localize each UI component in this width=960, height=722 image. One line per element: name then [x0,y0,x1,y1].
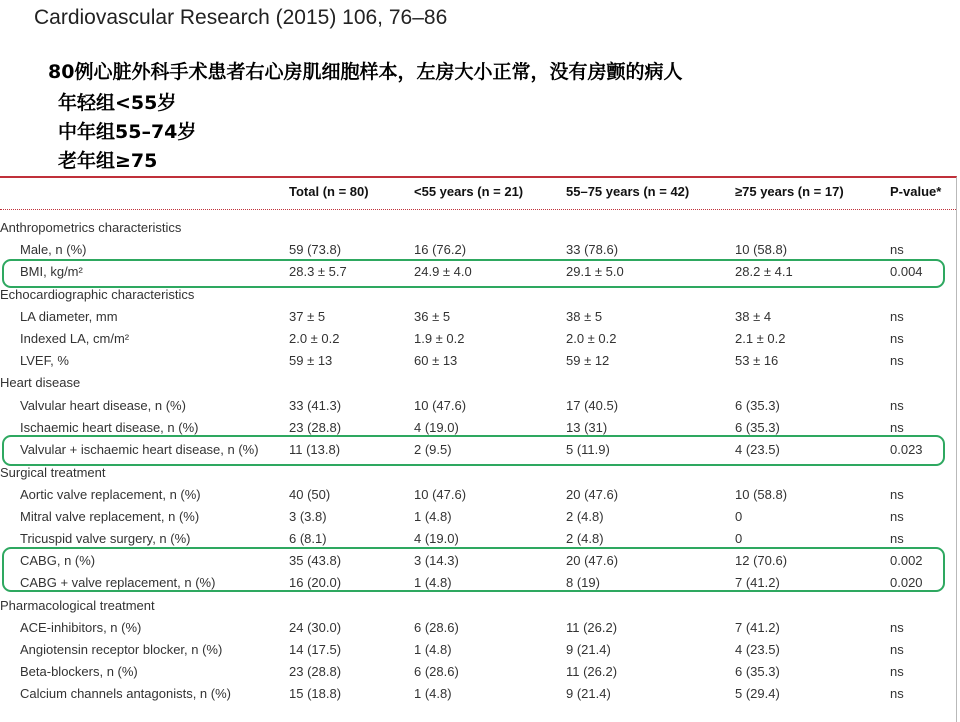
cell-55-75: 59 ± 12 [566,353,610,368]
cell-total: 11 (13.8) [289,442,341,457]
header-divider [0,209,956,210]
cell-55-75: 17 (40.5) [566,398,619,413]
table-row [0,484,956,506]
cell-under-55: 4 (19.0) [414,420,459,435]
cell-under-55: 2 (9.5) [414,442,452,457]
cell-label: LVEF, % [20,353,69,368]
cell-p-value: 0.004 [890,264,923,279]
section-title: Surgical treatment [0,465,106,480]
cell-total: 28.3 ± 5.7 [289,264,347,279]
citation: Cardiovascular Research (2015) 106, 76–86 [34,6,448,29]
table-header-row [0,181,956,203]
table-row [0,328,956,350]
cell-over-75: 38 ± 4 [735,309,772,324]
cell-label: Calcium channels antagonists, n (%) [20,686,231,701]
cell-total: 37 ± 5 [289,309,326,324]
table-row [0,306,956,328]
cell-label: Valvular + ischaemic heart disease, n (%) [20,442,259,457]
cell-over-75: 2.1 ± 0.2 [735,331,786,346]
cell-55-75: 11 (26.2) [566,620,618,635]
cell-over-75: 7 (41.2) [735,575,780,590]
cell-total: 14 (17.5) [289,642,342,657]
cell-under-55: 36 ± 5 [414,309,451,324]
cell-label: Aortic valve replacement, n (%) [20,487,201,502]
note-old-group: 老年组≥75 [58,150,158,172]
cell-55-75: 29.1 ± 5.0 [566,264,624,279]
cell-total: 23 (28.8) [289,664,342,679]
cell-under-55: 4 (19.0) [414,531,459,546]
cell-55-75: 38 ± 5 [566,309,603,324]
cell-p-value: ns [890,664,904,679]
cell-label: Mitral valve replacement, n (%) [20,509,200,524]
cell-total: 2.0 ± 0.2 [289,331,340,346]
cell-p-value: ns [890,686,904,701]
cell-55-75: 2 (4.8) [566,531,604,546]
table-row [0,617,956,639]
cell-over-75: 6 (35.3) [735,664,780,679]
cell-over-75: 0 [735,531,743,546]
cell-label: Beta-blockers, n (%) [20,664,138,679]
cell-under-55: 10 (47.6) [414,398,467,413]
header-under-55: <55 years (n = 21) [414,184,524,199]
cell-label: Valvular heart disease, n (%) [20,398,186,413]
header-55-75: 55–75 years (n = 42) [566,184,690,199]
cell-55-75: 20 (47.6) [566,553,619,568]
cell-under-55: 10 (47.6) [414,487,467,502]
cell-55-75: 11 (26.2) [566,664,618,679]
cell-label: Tricuspid valve surgery, n (%) [20,531,191,546]
cell-label: Male, n (%) [20,242,87,257]
cell-under-55: 1.9 ± 0.2 [414,331,465,346]
cell-55-75: 5 (11.9) [566,442,610,457]
cell-55-75: 8 (19) [566,575,600,590]
cell-over-75: 6 (35.3) [735,420,780,435]
table-row [0,239,956,261]
cell-under-55: 1 (4.8) [414,509,452,524]
cell-over-75: 7 (41.2) [735,620,780,635]
cell-total: 3 (3.8) [289,509,327,524]
cell-p-value: ns [890,331,904,346]
highlight-bmi-row [2,259,945,288]
section-title: Echocardiographic characteristics [0,287,195,302]
table-row [0,639,956,661]
cell-label: LA diameter, mm [20,309,118,324]
cell-label: CABG, n (%) [20,553,96,568]
cell-55-75: 2 (4.8) [566,509,604,524]
cell-label: CABG + valve replacement, n (%) [20,575,216,590]
section-header-row [0,595,956,617]
cell-total: 33 (41.3) [289,398,342,413]
cell-total: 35 (43.8) [289,553,342,568]
cell-p-value: ns [890,620,904,635]
cell-total: 59 (73.8) [289,242,342,257]
table-row [0,683,956,705]
cell-p-value: ns [890,242,904,257]
table-row [0,661,956,683]
cell-total: 6 (8.1) [289,531,327,546]
cell-total: 16 (20.0) [289,575,342,590]
highlight-cabg-rows [2,547,945,592]
cell-55-75: 2.0 ± 0.2 [566,331,617,346]
highlight-valvular-ischaemic-row [2,435,945,466]
table-row [0,350,956,372]
cell-over-75: 10 (58.8) [735,487,788,502]
cell-under-55: 1 (4.8) [414,642,452,657]
cell-label: Indexed LA, cm/m² [20,331,130,346]
cell-55-75: 9 (21.4) [566,642,611,657]
header-p-value: P-value* [890,184,942,199]
section-header-row [0,217,956,239]
note-young-group: 年轻组<55岁 [58,92,177,114]
cell-total: 40 (50) [289,487,331,502]
header-total: Total (n = 80) [289,184,369,199]
cell-over-75: 6 (35.3) [735,398,780,413]
cell-p-value: ns [890,420,904,435]
cell-over-75: 4 (23.5) [735,642,780,657]
cell-label: Ischaemic heart disease, n (%) [20,420,199,435]
cell-p-value: ns [890,531,904,546]
cell-under-55: 60 ± 13 [414,353,458,368]
section-header-row [0,372,956,394]
cell-p-value: ns [890,509,904,524]
section-title: Anthropometrics characteristics [0,220,182,235]
cell-under-55: 6 (28.6) [414,664,459,679]
cell-total: 15 (18.8) [289,686,342,701]
cell-p-value: 0.020 [890,575,923,590]
cell-total: 23 (28.8) [289,420,342,435]
cell-under-55: 1 (4.8) [414,686,452,701]
cell-under-55: 1 (4.8) [414,575,452,590]
cell-under-55: 16 (76.2) [414,242,467,257]
cell-over-75: 5 (29.4) [735,686,780,701]
note-middle-group: 中年组55–74岁 [58,121,197,143]
table-row [0,395,956,417]
cell-over-75: 10 (58.8) [735,242,788,257]
table-row [0,506,956,528]
cell-label: ACE-inhibitors, n (%) [20,620,142,635]
cell-over-75: 12 (70.6) [735,553,788,568]
cell-over-75: 28.2 ± 4.1 [735,264,793,279]
cell-over-75: 4 (23.5) [735,442,780,457]
cell-p-value: ns [890,353,904,368]
cell-label: Angiotensin receptor blocker, n (%) [20,642,223,657]
cell-under-55: 3 (14.3) [414,553,459,568]
cell-over-75: 53 ± 16 [735,353,779,368]
header-over-75: ≥75 years (n = 17) [735,184,844,199]
cell-p-value: 0.023 [890,442,923,457]
cell-p-value: ns [890,309,904,324]
cell-55-75: 9 (21.4) [566,686,611,701]
cell-label: BMI, kg/m² [20,264,83,279]
cell-total: 59 ± 13 [289,353,333,368]
section-title: Pharmacological treatment [0,598,155,613]
section-title: Heart disease [0,375,81,390]
note-cohort: 80例心脏外科手术患者右心房肌细胞样本，左房大小正常，没有房颤的病人 [48,61,683,83]
cell-p-value: ns [890,642,904,657]
cell-total: 24 (30.0) [289,620,342,635]
cell-55-75: 13 (31) [566,420,608,435]
cell-55-75: 20 (47.6) [566,487,619,502]
cell-under-55: 6 (28.6) [414,620,459,635]
cell-p-value: 0.002 [890,553,923,568]
cell-p-value: ns [890,398,904,413]
cell-p-value: ns [890,487,904,502]
cell-over-75: 0 [735,509,743,524]
cell-under-55: 24.9 ± 4.0 [414,264,472,279]
cell-55-75: 33 (78.6) [566,242,619,257]
